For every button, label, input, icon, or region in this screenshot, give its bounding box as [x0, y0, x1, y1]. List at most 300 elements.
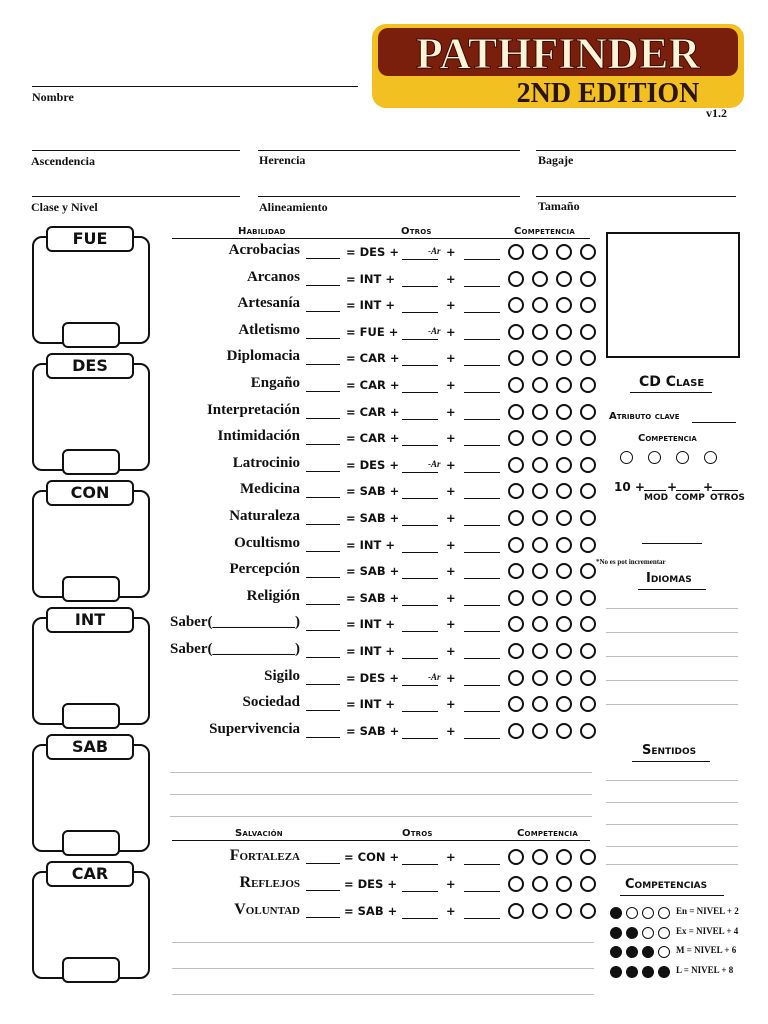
- saves-notes-line[interactable]: [172, 968, 594, 969]
- prof-circle-legendary[interactable]: [580, 696, 596, 712]
- skill-otros-field[interactable]: [464, 472, 500, 473]
- skill-otros-field[interactable]: [464, 339, 500, 340]
- sentidos-line[interactable]: [606, 802, 738, 803]
- portrait-box[interactable]: [606, 232, 740, 358]
- skill-row: [160, 242, 600, 264]
- plus-sign: +: [446, 850, 456, 864]
- skill-otros-field[interactable]: [464, 552, 500, 553]
- skill-name: Supervivencia: [209, 720, 300, 737]
- prof-circle-legendary[interactable]: [580, 457, 596, 473]
- skill-total-field[interactable]: [306, 524, 340, 525]
- skill-attr-formula: = FUE +: [346, 324, 399, 339]
- skill-total-field[interactable]: [306, 737, 340, 738]
- prof-circle-expert[interactable]: [532, 723, 548, 739]
- skill-total-field[interactable]: [306, 311, 340, 312]
- plus-sign: +: [446, 537, 456, 552]
- prof-circle-trained[interactable]: [508, 404, 524, 420]
- prof-circle-master[interactable]: [556, 510, 572, 526]
- skill-name: Medicina: [240, 481, 300, 498]
- filled-circle-icon: [610, 946, 622, 958]
- prof-circle-expert[interactable]: [532, 903, 548, 919]
- save-attr-formula: = CON +: [344, 850, 400, 864]
- skill-attr-formula: = SAB +: [346, 484, 400, 499]
- idiomas-line[interactable]: [606, 704, 738, 705]
- prof-circle-trained[interactable]: [508, 723, 524, 739]
- skill-row: [160, 428, 600, 450]
- prof-circle-expert[interactable]: [532, 297, 548, 313]
- skill-attr-formula: = DES +: [346, 245, 399, 259]
- skill-row: [160, 322, 600, 344]
- plus-sign: +: [446, 511, 456, 525]
- empty-circle-icon: [642, 907, 654, 919]
- prof-circle-legendary[interactable]: [580, 377, 596, 393]
- attr-box-sab: [32, 737, 148, 852]
- save-name: Fortaleza: [229, 847, 300, 864]
- prof-circle-expert[interactable]: [532, 324, 548, 340]
- saves-notes-line[interactable]: [172, 942, 594, 943]
- plus-sign: +: [446, 431, 456, 446]
- plus-sign: +: [446, 404, 456, 419]
- sentidos-line[interactable]: [606, 864, 738, 865]
- plus-sign: +: [446, 378, 456, 392]
- tamano-line[interactable]: [536, 196, 736, 197]
- skill-attr-formula: = INT +: [346, 644, 396, 658]
- prof-circle-trained[interactable]: [508, 849, 524, 865]
- skill-attr-formula: = CAR +: [346, 431, 400, 446]
- prof-circle-legendary[interactable]: [580, 903, 596, 919]
- plus-sign: +: [446, 324, 456, 339]
- bagaje-line[interactable]: [536, 150, 736, 151]
- attr-label: INT: [46, 607, 134, 633]
- skill-otros-field[interactable]: [464, 711, 500, 712]
- skill-name: Diplomacia: [226, 348, 300, 365]
- prof-circle-trained[interactable]: [508, 903, 524, 919]
- prof-circle-trained[interactable]: [508, 377, 524, 393]
- prof-circle-master[interactable]: [556, 377, 572, 393]
- prof-circle-trained[interactable]: [508, 297, 524, 313]
- skill-name: Interpretación: [206, 401, 300, 418]
- skill-attr-field[interactable]: [402, 392, 438, 393]
- skill-total-field[interactable]: [306, 604, 340, 605]
- save-otros-field[interactable]: [464, 918, 500, 919]
- prof-circle-trained[interactable]: [508, 457, 524, 473]
- skill-otros-field[interactable]: [464, 259, 500, 260]
- prof-circle-legendary[interactable]: [580, 350, 596, 366]
- prof-circle-legendary[interactable]: [580, 510, 596, 526]
- plus-sign: +: [446, 245, 456, 259]
- prof-circle-master[interactable]: [556, 244, 572, 260]
- cd-total-line[interactable]: [642, 543, 702, 544]
- skill-row: [160, 588, 600, 610]
- skill-row: [160, 402, 600, 424]
- attr-label: SAB: [46, 734, 134, 760]
- svg-text:PATHFINDER: PATHFINDER: [415, 29, 701, 78]
- skill-attr-formula: = INT +: [346, 537, 396, 552]
- save-total-field[interactable]: [306, 890, 340, 891]
- skill-otros-field[interactable]: [464, 658, 500, 659]
- prof-circle-expert[interactable]: [532, 377, 548, 393]
- filled-circle-icon: [610, 927, 622, 939]
- skill-otros-field[interactable]: [464, 685, 500, 686]
- prof-circle-expert[interactable]: [532, 404, 548, 420]
- attr-label: CON: [46, 480, 134, 506]
- cd-comp-label: COMP: [675, 493, 705, 503]
- skill-attr-formula: = CAR +: [346, 378, 400, 392]
- armor-penalty-mark: -Ar: [428, 246, 441, 256]
- prof-circle-legendary[interactable]: [580, 643, 596, 659]
- prof-circle-master[interactable]: [556, 903, 572, 919]
- skill-otros-field[interactable]: [464, 419, 500, 420]
- prof-circle-master[interactable]: [556, 876, 572, 892]
- skill-attr-field[interactable]: [402, 658, 438, 659]
- saves-notes-line[interactable]: [172, 994, 594, 995]
- skill-total-field[interactable]: [306, 577, 340, 578]
- sentidos-line[interactable]: [606, 780, 738, 781]
- skill-total-field[interactable]: [306, 391, 340, 392]
- plus-sign: +: [446, 298, 456, 313]
- prof-circle-legendary[interactable]: [580, 670, 596, 686]
- filled-circle-icon: [626, 966, 638, 978]
- prof-circle-trained[interactable]: [508, 616, 524, 632]
- attr-modifier-box[interactable]: [62, 576, 120, 602]
- attr-modifier-box[interactable]: [62, 703, 120, 729]
- skill-attr-field[interactable]: [402, 312, 438, 313]
- armor-penalty-mark: -Ar: [428, 325, 441, 336]
- prof-circle-legendary[interactable]: [580, 849, 596, 865]
- tamano-label: Tamaño: [538, 199, 580, 213]
- skill-attr-field[interactable]: [402, 498, 438, 499]
- skill-otros-field[interactable]: [464, 605, 500, 606]
- legend-entry: Ex = NIVEL + 4: [676, 925, 739, 936]
- filled-circle-icon: [658, 966, 670, 978]
- prof-circle-trained[interactable]: [508, 271, 524, 287]
- skill-attr-field[interactable]: [402, 259, 438, 260]
- attr-modifier-box[interactable]: [62, 830, 120, 856]
- prof-circle-master[interactable]: [556, 643, 572, 659]
- filled-circle-icon: [642, 946, 654, 958]
- prof-circle-trained[interactable]: [508, 510, 524, 526]
- save-attr-field[interactable]: [402, 918, 438, 919]
- skill-attr-formula: = SAB +: [346, 590, 400, 605]
- prof-circle-legendary[interactable]: [580, 271, 596, 287]
- save-total-field[interactable]: [306, 917, 340, 918]
- skill-total-field[interactable]: [306, 364, 340, 365]
- save-row: [160, 901, 600, 923]
- plus-sign: +: [446, 877, 456, 891]
- skill-name: Religión: [246, 587, 300, 604]
- prof-circle-expert[interactable]: [532, 483, 548, 499]
- prof-circle-master[interactable]: [556, 271, 572, 287]
- skills-notes-line[interactable]: [170, 772, 592, 773]
- prof-circle-trained[interactable]: [508, 324, 524, 340]
- attr-modifier-box[interactable]: [62, 449, 120, 475]
- empty-circle-icon: [658, 907, 670, 919]
- save-otros-field[interactable]: [464, 891, 500, 892]
- cd-comp-line[interactable]: [676, 490, 700, 491]
- herencia-label: Herencia: [259, 153, 306, 167]
- skill-row: [160, 641, 600, 663]
- skill-attr-field[interactable]: [402, 339, 438, 340]
- skill-name: Artesanía: [237, 295, 300, 312]
- prof-circle-expert[interactable]: [532, 430, 548, 446]
- prof-circle-expert[interactable]: [532, 876, 548, 892]
- skill-row: [160, 561, 600, 583]
- idiomas-line[interactable]: [606, 656, 738, 657]
- prof-circle-expert[interactable]: [532, 670, 548, 686]
- skill-otros-field[interactable]: [464, 392, 500, 393]
- skill-attr-field[interactable]: [402, 631, 438, 632]
- skill-attr-field[interactable]: [402, 711, 438, 712]
- skill-name: Acrobacias: [228, 242, 300, 258]
- skill-attr-formula: = CAR +: [346, 351, 400, 366]
- skill-total-field[interactable]: [306, 444, 340, 445]
- prof-circle-trained[interactable]: [508, 563, 524, 579]
- skill-attr-field[interactable]: [402, 685, 438, 686]
- prof-circle-trained[interactable]: [508, 350, 524, 366]
- cd-otros-line[interactable]: [712, 490, 738, 491]
- prof-circle-legendary[interactable]: [580, 563, 596, 579]
- skill-attr-field[interactable]: [402, 552, 438, 553]
- prof-circle-master[interactable]: [556, 404, 572, 420]
- skill-attr-field[interactable]: [402, 605, 438, 606]
- save-total-field[interactable]: [306, 863, 340, 864]
- ascendencia-line[interactable]: [32, 150, 240, 151]
- skill-attr-field[interactable]: [402, 286, 438, 287]
- prof-circle-trained[interactable]: [508, 876, 524, 892]
- attr-label: CAR: [46, 861, 134, 887]
- skill-otros-field[interactable]: [464, 631, 500, 632]
- skill-otros-field[interactable]: [464, 498, 500, 499]
- skill-row: [160, 348, 600, 370]
- skill-name: Sigilo: [264, 667, 300, 684]
- note-text: *No es pot incrementar: [596, 558, 666, 566]
- skill-total-field[interactable]: [306, 657, 340, 658]
- skill-attr-field[interactable]: [402, 419, 438, 420]
- plus-sign: +: [446, 564, 456, 579]
- prof-circle-legendary[interactable]: [580, 537, 596, 553]
- prof-circle-legendary[interactable]: [580, 723, 596, 739]
- alineamiento-line[interactable]: [258, 196, 520, 197]
- plus-sign: +: [446, 670, 456, 685]
- cd-otros-label: OTROS: [710, 493, 745, 503]
- plus-sign: +: [446, 351, 456, 366]
- skill-total-field[interactable]: [306, 551, 340, 552]
- skill-total-field[interactable]: [306, 497, 340, 498]
- skills-notes-line[interactable]: [170, 794, 592, 795]
- cd-mod-line[interactable]: [644, 490, 666, 491]
- skill-name: Ocultismo: [234, 534, 300, 551]
- class-dc-prof-circle[interactable]: [704, 451, 717, 464]
- prof-circle-legendary[interactable]: [580, 483, 596, 499]
- skills-notes-line[interactable]: [170, 816, 592, 817]
- prof-circle-master[interactable]: [556, 849, 572, 865]
- skill-row: [160, 721, 600, 743]
- skill-total-field[interactable]: [306, 338, 340, 339]
- cd-mod-label: MOD: [644, 493, 669, 503]
- save-otros-field[interactable]: [464, 864, 500, 865]
- prof-circle-master[interactable]: [556, 297, 572, 313]
- prof-circle-legendary[interactable]: [580, 324, 596, 340]
- skill-attr-field[interactable]: [402, 578, 438, 579]
- prof-circle-legendary[interactable]: [580, 616, 596, 632]
- skill-otros-field[interactable]: [464, 312, 500, 313]
- skill-row: [160, 535, 600, 557]
- clase-nivel-line[interactable]: [32, 196, 240, 197]
- clase-nivel-label: Clase y Nivel: [31, 200, 98, 214]
- nombre-line[interactable]: [32, 86, 358, 87]
- empty-circle-icon: [626, 907, 638, 919]
- prof-circle-expert[interactable]: [532, 457, 548, 473]
- skill-name: Naturaleza: [229, 508, 300, 524]
- cd-clase-underline: [630, 392, 712, 393]
- attr-modifier-box[interactable]: [62, 957, 120, 983]
- attr-modifier-box[interactable]: [62, 322, 120, 348]
- skill-otros-field[interactable]: [464, 578, 500, 579]
- prof-circle-trained[interactable]: [508, 643, 524, 659]
- idiomas-line[interactable]: [606, 632, 738, 633]
- prof-circle-master[interactable]: [556, 616, 572, 632]
- prof-circle-master[interactable]: [556, 350, 572, 366]
- header-saves-otros: Otros: [402, 828, 433, 839]
- skill-row: [160, 614, 600, 636]
- skill-attr-field[interactable]: [402, 525, 438, 526]
- sentidos-line[interactable]: [606, 846, 738, 847]
- prof-circle-master[interactable]: [556, 696, 572, 712]
- skill-otros-field[interactable]: [464, 738, 500, 739]
- attr-box-des: [32, 356, 148, 471]
- filled-circle-icon: [626, 927, 638, 939]
- skill-row: [160, 668, 600, 690]
- prof-circle-master[interactable]: [556, 563, 572, 579]
- skill-row: [160, 455, 600, 477]
- skill-total-field[interactable]: [306, 630, 340, 631]
- skill-name: Saber(___________): [170, 641, 300, 657]
- skill-attr-field[interactable]: [402, 445, 438, 446]
- prof-circle-expert[interactable]: [532, 696, 548, 712]
- prof-circle-expert[interactable]: [532, 537, 548, 553]
- skill-row: [160, 375, 600, 397]
- prof-circle-legendary[interactable]: [580, 244, 596, 260]
- prof-circle-expert[interactable]: [532, 350, 548, 366]
- save-attr-field[interactable]: [402, 891, 438, 892]
- attr-box-int: [32, 610, 148, 725]
- skill-total-field[interactable]: [306, 285, 340, 286]
- sentidos-line[interactable]: [606, 824, 738, 825]
- prof-circle-trained[interactable]: [508, 696, 524, 712]
- prof-circle-master[interactable]: [556, 590, 572, 606]
- skill-total-field[interactable]: [306, 418, 340, 419]
- prof-circle-master[interactable]: [556, 324, 572, 340]
- prof-circle-trained[interactable]: [508, 430, 524, 446]
- plus-sign: +: [446, 904, 456, 918]
- prof-circle-master[interactable]: [556, 483, 572, 499]
- idiomas-title: Idiomas: [646, 571, 692, 586]
- skill-attr-formula: = SAB +: [346, 564, 400, 579]
- skill-attr-formula: = SAB +: [346, 511, 400, 525]
- prof-circle-master[interactable]: [556, 430, 572, 446]
- plus-sign: +: [446, 457, 456, 472]
- prof-circle-master[interactable]: [556, 670, 572, 686]
- prof-circle-trained[interactable]: [508, 590, 524, 606]
- prof-circle-legendary[interactable]: [580, 404, 596, 420]
- prof-circle-master[interactable]: [556, 457, 572, 473]
- prof-circle-legendary[interactable]: [580, 590, 596, 606]
- skill-name: Saber(___________): [170, 614, 300, 631]
- prof-circle-expert[interactable]: [532, 271, 548, 287]
- idiomas-line[interactable]: [606, 680, 738, 681]
- competencias-title: Competencias: [625, 877, 708, 892]
- skill-attr-field[interactable]: [402, 365, 438, 366]
- class-dc-prof-circle[interactable]: [676, 451, 689, 464]
- save-attr-formula: = SAB +: [344, 904, 398, 918]
- cd-clase-title: CD Clase: [639, 374, 705, 390]
- prof-circle-expert[interactable]: [532, 590, 548, 606]
- prof-circle-legendary[interactable]: [580, 430, 596, 446]
- save-row: [160, 874, 600, 896]
- prof-circle-trained[interactable]: [508, 244, 524, 260]
- prof-circle-expert[interactable]: [532, 510, 548, 526]
- prof-circle-expert[interactable]: [532, 616, 548, 632]
- skill-attr-field[interactable]: [402, 472, 438, 473]
- prof-circle-expert[interactable]: [532, 849, 548, 865]
- prof-circle-trained[interactable]: [508, 537, 524, 553]
- prof-circle-master[interactable]: [556, 723, 572, 739]
- skill-row: [160, 295, 600, 317]
- skill-attr-formula: = INT +: [346, 697, 396, 712]
- empty-circle-icon: [642, 927, 654, 939]
- prof-circle-legendary[interactable]: [580, 297, 596, 313]
- header-otros: Otros: [401, 226, 432, 237]
- herencia-line[interactable]: [258, 150, 520, 151]
- header-competencia: Competencia: [514, 226, 575, 237]
- prof-circle-expert[interactable]: [532, 244, 548, 260]
- prof-circle-master[interactable]: [556, 537, 572, 553]
- class-dc-prof-circle[interactable]: [648, 451, 661, 464]
- skill-total-field[interactable]: [306, 258, 340, 259]
- prof-circle-trained[interactable]: [508, 483, 524, 499]
- legend-entry: M = NIVEL + 6: [676, 945, 737, 955]
- atributo-clave-line[interactable]: [692, 422, 736, 423]
- idiomas-line[interactable]: [606, 608, 738, 609]
- save-attr-field[interactable]: [402, 864, 438, 865]
- skill-total-field[interactable]: [306, 684, 340, 685]
- skill-total-field[interactable]: [306, 710, 340, 711]
- saves-header-rule: [172, 840, 590, 841]
- save-row: [160, 847, 600, 869]
- prof-circle-expert[interactable]: [532, 643, 548, 659]
- sentidos-underline: [632, 761, 710, 762]
- filled-circle-icon: [610, 966, 622, 978]
- prof-circle-expert[interactable]: [532, 563, 548, 579]
- skill-attr-field[interactable]: [402, 738, 438, 739]
- skill-name: Latrocinio: [232, 454, 300, 471]
- prof-circle-legendary[interactable]: [580, 876, 596, 892]
- skill-otros-field[interactable]: [464, 365, 500, 366]
- skill-otros-field[interactable]: [464, 445, 500, 446]
- prof-circle-trained[interactable]: [508, 670, 524, 686]
- class-dc-prof-circle[interactable]: [620, 451, 633, 464]
- header-salvacion: Salvación: [235, 828, 283, 839]
- header-habilidad: Habilidad: [238, 226, 286, 237]
- plus-sign: +: [446, 697, 456, 712]
- idiomas-underline: [638, 589, 706, 590]
- alineamiento-label: Alineamiento: [259, 200, 328, 214]
- skill-otros-field[interactable]: [464, 525, 500, 526]
- header-saves-competencia: Competencia: [517, 828, 578, 839]
- skill-otros-field[interactable]: [464, 286, 500, 287]
- skill-total-field[interactable]: [306, 471, 340, 472]
- skill-row: [160, 508, 600, 530]
